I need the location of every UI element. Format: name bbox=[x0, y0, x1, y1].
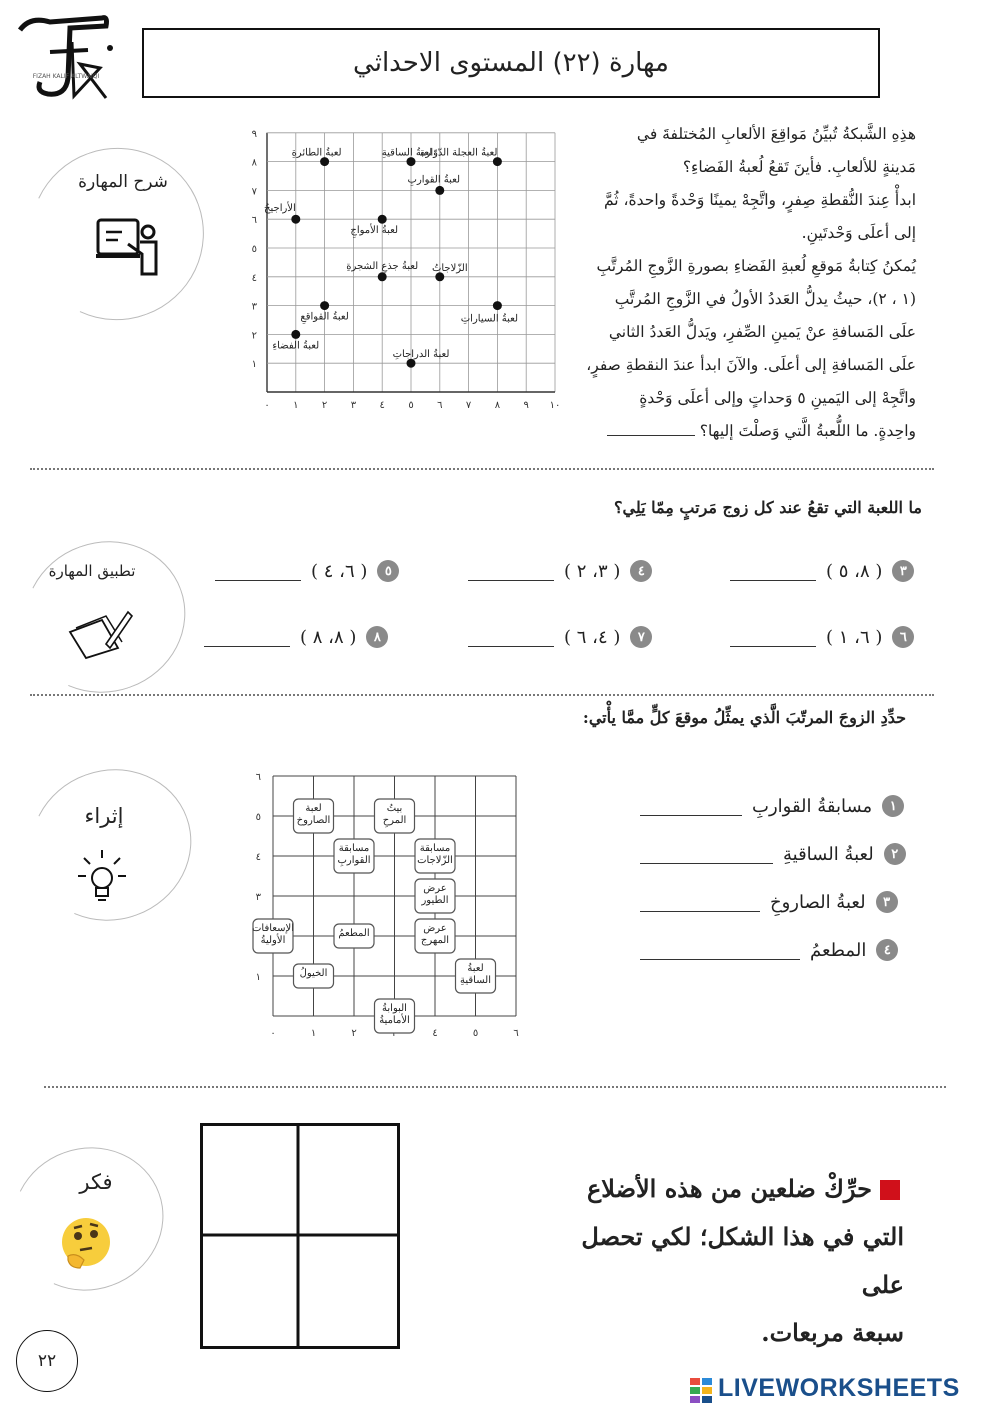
logo bbox=[10, 8, 122, 104]
location-label: لعبةُ bbox=[467, 963, 484, 974]
paragraph-line: هذِهِ الشَّبكةُ تُبيِّنُ مَواقِعَ الألعابِ المُختلفةَ في bbox=[636, 125, 916, 143]
x-tick-label: ٧ bbox=[465, 400, 472, 411]
ordered-pair: ( ٨، ٥ ) bbox=[826, 560, 883, 582]
answer-blank[interactable] bbox=[468, 628, 554, 647]
location-box bbox=[252, 919, 294, 953]
ordered-pair: ( ٦، ١ ) bbox=[826, 626, 883, 648]
paragraph-line: واتَّجِهْ إلى اليَمينِ ٥ وَحداتٍ وإلى أعلَى وَحْدةٍ bbox=[639, 389, 916, 407]
location-label: المطعمُ bbox=[338, 928, 370, 939]
x-tick-label: ٢ bbox=[351, 1028, 357, 1039]
location-label: مسابقة bbox=[338, 843, 370, 854]
page-title-box bbox=[142, 28, 880, 98]
grid-point bbox=[435, 186, 444, 195]
enrich-item bbox=[640, 891, 898, 913]
y-tick-label: ٣ bbox=[251, 301, 257, 313]
y-tick-label: ٢ bbox=[251, 330, 257, 342]
question-bullet bbox=[880, 1180, 900, 1200]
point-label: لعبةُ القواقعِ bbox=[300, 311, 349, 323]
y-tick-label: ٥ bbox=[251, 244, 257, 255]
enrich-item bbox=[640, 843, 906, 865]
answer-blank[interactable] bbox=[640, 893, 760, 912]
location-label: الطيور bbox=[421, 895, 449, 906]
location-box bbox=[415, 919, 455, 953]
point-label: لعبةُ جذعِ الشجرةِ bbox=[346, 260, 419, 272]
paragraph-line: (١ ، ٢)، حيثُ يدلُّ العَددُ الأولُ في الزَّوجِ المُرتَّبِ bbox=[614, 290, 916, 308]
item-number-badge: ٧ bbox=[630, 626, 652, 648]
enrich-question: حدِّدِ الزوجَ المرتّبَ الَّذي يمثِّلُ موقعَ كلٍّ ممَّا يأْتي: bbox=[582, 708, 906, 727]
answer-blank[interactable] bbox=[730, 628, 816, 647]
x-tick-label: ٨ bbox=[494, 400, 501, 411]
answer-blank[interactable] bbox=[468, 562, 554, 581]
location-label: المرحِ bbox=[382, 815, 407, 826]
ordered-pair: ( ٨، ٨ ) bbox=[300, 626, 357, 648]
grid-point bbox=[378, 215, 387, 224]
location-boxes bbox=[252, 799, 495, 1033]
watermark: LIVEWORKSHEETS bbox=[718, 1374, 960, 1402]
answer-blank[interactable] bbox=[640, 797, 742, 816]
item-number-badge: ٤ bbox=[876, 939, 898, 961]
apply-section-label: تطبيق المهارة bbox=[48, 562, 136, 580]
paragraph-line: علَى المَسافةِ عنْ يَمينِ الصِّفرِ، ويَدلُّ العَددُ الثاني bbox=[608, 323, 916, 341]
think-section-label: فكر bbox=[79, 1170, 113, 1194]
enrich-section-label: إثراء bbox=[84, 804, 124, 828]
section-divider bbox=[44, 1086, 946, 1088]
location-label: مسابقة bbox=[419, 843, 451, 854]
paragraph-line: إلى أعلَى وَحْدتَينِ. bbox=[801, 224, 916, 242]
answer-blank[interactable] bbox=[607, 417, 695, 436]
paragraph-line: يُمكنُ كِتابةُ مَوقعِ لُعبةِ الفَضاءِ بصورةِ الزَّوجِ المُرتَّبِ bbox=[596, 257, 916, 275]
answer-blank[interactable] bbox=[640, 845, 773, 864]
location-box bbox=[294, 964, 334, 988]
think-line: التي في هذا الشكل؛ لكي تحصل على bbox=[581, 1222, 904, 1299]
x-tick-label: ٣ bbox=[350, 400, 357, 411]
thinking-face-icon bbox=[58, 1216, 116, 1276]
page-title: مهارة (٢٢) المستوى الاحداثي bbox=[353, 48, 669, 78]
x-tick-label: ٠ bbox=[264, 400, 270, 411]
point-label: الأراجيحُ bbox=[264, 203, 296, 215]
location-label: الصاروخ bbox=[296, 815, 331, 826]
location-label: بيتُ bbox=[386, 803, 403, 814]
lightbulb-icon bbox=[74, 846, 130, 912]
item-number-badge: ٦ bbox=[892, 626, 914, 648]
item-number-badge: ٢ bbox=[884, 843, 906, 865]
x-tick-label: ١ bbox=[293, 400, 299, 411]
location-label: الزّلاجات bbox=[417, 855, 453, 866]
explain-section-label: شرح المهارة bbox=[78, 172, 168, 192]
grid-point bbox=[291, 330, 300, 339]
enrich-item bbox=[640, 795, 904, 817]
x-tick-label: ١ bbox=[310, 1028, 317, 1039]
location-name: مسابقةُ القواربِ bbox=[752, 795, 873, 817]
explain-paragraph bbox=[578, 118, 916, 448]
location-box bbox=[334, 924, 374, 948]
location-box bbox=[456, 959, 496, 993]
logo-caption: FIZAH KALIF ALTWAIQI bbox=[32, 73, 100, 80]
location-label: الخيولُ bbox=[299, 968, 328, 979]
paper-pencil-icon bbox=[66, 608, 136, 664]
ordered-pair: ( ٤، ٦ ) bbox=[564, 626, 621, 648]
location-label: لعبة bbox=[305, 803, 322, 814]
location-label: الساقيةِ bbox=[460, 975, 491, 986]
item-number-badge: ٤ bbox=[630, 560, 652, 582]
teacher-board-icon bbox=[94, 214, 160, 280]
point-label: لعبةُ الطائرةِ bbox=[291, 147, 342, 159]
x-tick-label: ٢ bbox=[321, 400, 328, 411]
grid-point bbox=[493, 301, 502, 310]
liveworksheets-logo-icon bbox=[690, 1378, 714, 1408]
apply-item bbox=[204, 626, 388, 648]
think-text bbox=[560, 1165, 904, 1357]
y-tick-label: ٧ bbox=[251, 186, 257, 198]
answer-blank[interactable] bbox=[215, 562, 301, 581]
item-number-badge: ٣ bbox=[892, 560, 914, 582]
y-tick-label: ٣ bbox=[255, 892, 261, 903]
paragraph-line: ابدأْ عِندَ النُّقطةِ صِفرٍ، واتَّجِهْ يمينًا وَحْدةً واحدةً، ثُمَّ bbox=[603, 191, 916, 209]
item-number-badge: ٥ bbox=[377, 560, 399, 582]
location-label: القواربِ bbox=[337, 855, 371, 866]
paragraph-line: واحِدةٍ. ما اللُّعبةُ الَّتي وَصلْتَ إليها؟ bbox=[578, 415, 916, 448]
location-name: لعبةُ الساقيةِ bbox=[783, 843, 874, 865]
y-tick-label: ٩ bbox=[251, 128, 257, 140]
location-box bbox=[334, 839, 374, 873]
matchstick-square-figure bbox=[200, 1123, 400, 1349]
y-tick-label: ١ bbox=[251, 359, 257, 371]
x-tick-label: ٦ bbox=[437, 400, 443, 411]
location-label: عرض bbox=[423, 923, 447, 934]
point-label: لعبةُ السياراتِ bbox=[460, 313, 519, 325]
location-label: عرض bbox=[423, 883, 447, 894]
fair-location-grid bbox=[245, 760, 530, 1050]
location-name: لعبةُ الصاروخِ bbox=[770, 891, 866, 913]
ordered-pair: ( ٣، ٢ ) bbox=[564, 560, 621, 582]
amusement-park-grid bbox=[245, 110, 575, 415]
grid-point bbox=[291, 215, 300, 224]
x-tick-label: ٤ bbox=[432, 1028, 438, 1039]
item-number-badge: ١ bbox=[882, 795, 904, 817]
location-box bbox=[375, 999, 415, 1033]
location-label: الأماميةُ bbox=[379, 1015, 410, 1026]
location-label: الإسعافات bbox=[252, 923, 294, 934]
point-label: لعبةُ الفضاءِ bbox=[272, 340, 320, 352]
grid-point bbox=[378, 272, 387, 281]
location-box bbox=[294, 799, 334, 833]
point-label: لعبةُ الأمواجِ bbox=[350, 225, 399, 237]
y-tick-label: ٦ bbox=[255, 772, 261, 783]
x-tick-label: ٤ bbox=[379, 400, 385, 411]
answer-blank[interactable] bbox=[204, 628, 290, 647]
location-name: المطعمُ bbox=[810, 939, 867, 961]
location-label: البوابةُ bbox=[382, 1003, 407, 1014]
section-divider bbox=[30, 468, 934, 470]
paragraph-line: علَى المَسافةِ إلى أعلَى. والآنَ ابدأ عندَ النقطةِ صفرٍ، bbox=[586, 356, 916, 374]
apply-item bbox=[468, 560, 652, 582]
paragraph-line: مَدينةٍ للألعابِ. فأينَ تَقعُ لُعبةُ الفَضاءِ؟ bbox=[682, 158, 916, 176]
enrich-section-arc bbox=[9, 747, 213, 943]
location-label: الأوليةُ bbox=[260, 935, 286, 946]
apply-item bbox=[730, 560, 914, 582]
point-label: لعبةُ القواربِ bbox=[407, 174, 461, 186]
answer-blank[interactable] bbox=[730, 562, 816, 581]
ordered-pair: ( ٦، ٤ ) bbox=[311, 560, 368, 582]
apply-item bbox=[215, 560, 399, 582]
point-label: لعبةُ الساقيةِ bbox=[381, 147, 433, 159]
item-number-badge: ٣ bbox=[876, 891, 898, 913]
point-label: لعبةُ العجلة الدّوّارة bbox=[420, 147, 498, 159]
x-tick-label: ٦ bbox=[513, 1028, 519, 1039]
y-tick-label: ٦ bbox=[251, 215, 257, 227]
think-line: حرِّكْ ضلعين من هذه الأضلاع bbox=[586, 1174, 872, 1203]
grid-point bbox=[320, 301, 329, 310]
x-tick-label: ١٠ bbox=[549, 400, 561, 411]
location-label: المهرج bbox=[420, 935, 450, 946]
location-box bbox=[415, 879, 455, 913]
location-box bbox=[415, 839, 455, 873]
y-tick-label: ٨ bbox=[251, 157, 257, 169]
y-tick-label: ٥ bbox=[255, 812, 261, 823]
y-tick-label: ٤ bbox=[255, 852, 261, 863]
point-label: لعبةُ الدراجاتِ bbox=[392, 349, 450, 361]
item-number-badge: ٨ bbox=[366, 626, 388, 648]
enrich-item bbox=[640, 939, 898, 961]
think-line: سبعة مربعات. bbox=[761, 1318, 904, 1347]
apply-question: ما اللعبة التي تقعُ عند كل زوج مَرتبٍ مِمّا يَلِي؟ bbox=[614, 498, 922, 517]
location-box bbox=[375, 799, 415, 833]
page-number: ٢٢ bbox=[16, 1330, 78, 1392]
x-tick-label: ٥ bbox=[472, 1028, 479, 1039]
y-tick-label: ١ bbox=[255, 972, 261, 983]
y-tick-label: ٤ bbox=[251, 272, 257, 284]
answer-blank[interactable] bbox=[640, 941, 800, 960]
apply-item bbox=[730, 626, 914, 648]
section-divider bbox=[30, 694, 934, 696]
point-label: الزّلاجاتُ bbox=[431, 262, 468, 274]
x-tick-label: ٩ bbox=[523, 400, 529, 411]
x-tick-label: ٠ bbox=[270, 1028, 276, 1039]
x-tick-label: ٥ bbox=[408, 400, 414, 411]
apply-item bbox=[468, 626, 652, 648]
